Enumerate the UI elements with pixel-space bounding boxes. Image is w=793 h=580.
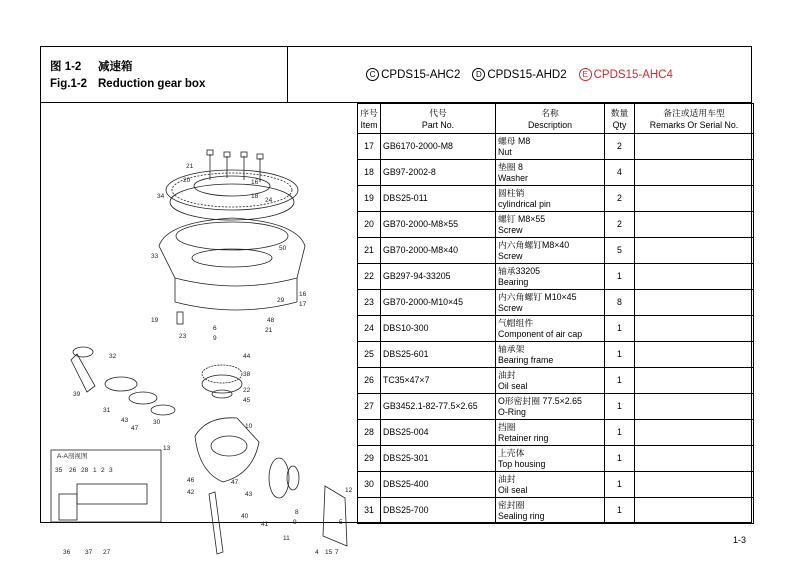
svg-text:19: 19	[151, 317, 159, 324]
qty-cell: 1	[605, 446, 635, 472]
table-row	[358, 160, 754, 186]
qty-cell: 1	[605, 342, 635, 368]
table-row	[358, 238, 754, 264]
svg-text:5: 5	[339, 519, 343, 526]
description-cell: 密封圈 Sealing ring	[496, 498, 605, 524]
svg-text:23: 23	[179, 333, 187, 340]
table-row	[358, 134, 754, 160]
exploded-diagram	[47, 106, 356, 556]
model-list	[288, 47, 751, 102]
svg-text:21: 21	[186, 163, 194, 170]
svg-text:50: 50	[279, 245, 287, 252]
qty-cell: 1	[605, 264, 635, 290]
svg-text:4: 4	[315, 549, 319, 556]
model-code-circle: D	[472, 68, 485, 81]
part-no-cell: DBS25-011	[381, 186, 496, 212]
part-no-cell: TC35×47×7	[381, 368, 496, 394]
svg-text:33: 33	[151, 253, 159, 260]
remarks-cell	[635, 394, 754, 420]
description-cell: 螺钉 M8×55 Screw	[496, 212, 605, 238]
item-cell: 29	[358, 446, 381, 472]
svg-text:18: 18	[251, 193, 259, 200]
description-cell: 上壳体 Top housing	[496, 446, 605, 472]
item-cell: 22	[358, 264, 381, 290]
svg-text:43: 43	[121, 417, 129, 424]
svg-text:39: 39	[73, 391, 81, 398]
item-cell: 26	[358, 368, 381, 394]
part-no-cell: DBS25-004	[381, 420, 496, 446]
svg-text:31: 31	[103, 407, 111, 414]
table-row	[358, 446, 754, 472]
svg-text:16: 16	[251, 179, 259, 186]
svg-text:6: 6	[213, 325, 217, 332]
remarks-cell	[635, 160, 754, 186]
qty-cell: 1	[605, 394, 635, 420]
svg-text:13: 13	[163, 445, 171, 452]
model-code-circle: E	[579, 68, 592, 81]
svg-text:3: 3	[109, 467, 113, 474]
table-row	[358, 212, 754, 238]
remarks-cell	[635, 186, 754, 212]
svg-text:22: 22	[243, 387, 251, 394]
section-label: A-A剖视图	[57, 453, 88, 460]
qty-cell: 1	[605, 420, 635, 446]
page-number: 1-3	[733, 535, 747, 545]
svg-text:21: 21	[265, 327, 273, 334]
svg-text:29: 29	[277, 297, 285, 304]
page-frame	[40, 46, 752, 556]
model-cpds15-ahc2	[366, 68, 460, 81]
remarks-cell	[635, 316, 754, 342]
svg-text:42: 42	[187, 489, 195, 496]
item-cell: 20	[358, 212, 381, 238]
model-cpds15-ahc4	[579, 68, 673, 81]
qty-cell: 8	[605, 290, 635, 316]
col-remarks: 备注或适用车型 Remarks Or Serial No.	[635, 104, 754, 134]
description-cell: 内六角螺钉 M10×45 Screw	[496, 290, 605, 316]
item-cell: 31	[358, 498, 381, 524]
part-no-cell: GB6170-2000-M8	[381, 134, 496, 160]
item-cell: 23	[358, 290, 381, 316]
svg-text:44: 44	[243, 353, 251, 360]
svg-text:7: 7	[335, 549, 339, 556]
part-no-cell: GB70-2000-M8×55	[381, 212, 496, 238]
table-header-row	[358, 104, 754, 134]
svg-text:34: 34	[157, 193, 165, 200]
description-cell: O形密封圈 77.5×2.65 O-Ring	[496, 394, 605, 420]
model-label: CPDS15-AHC4	[593, 69, 673, 81]
svg-text:17: 17	[299, 301, 307, 308]
table-row	[358, 316, 754, 342]
svg-text:1: 1	[93, 467, 97, 474]
svg-text:30: 30	[153, 419, 161, 426]
part-no-cell: DBS10-300	[381, 316, 496, 342]
table-row	[358, 472, 754, 498]
svg-text:2: 2	[101, 467, 105, 474]
remarks-cell	[635, 368, 754, 394]
model-label: CPDS15-AHD2	[487, 69, 567, 81]
svg-text:48: 48	[267, 317, 275, 324]
svg-text:16: 16	[299, 291, 307, 298]
svg-text:8: 8	[295, 509, 299, 516]
part-no-cell: GB70-2000-M8×40	[381, 238, 496, 264]
description-cell: 气帽组件 Component of air cap	[496, 316, 605, 342]
title-block	[41, 47, 288, 102]
qty-cell: 1	[605, 498, 635, 524]
svg-text:32: 32	[109, 353, 117, 360]
description-cell: 轴承架 Bearing frame	[496, 342, 605, 368]
svg-text:41: 41	[261, 521, 269, 528]
svg-text:28: 28	[81, 467, 89, 474]
svg-text:20: 20	[183, 177, 191, 184]
table-row	[358, 290, 754, 316]
remarks-cell	[635, 290, 754, 316]
table-row	[358, 186, 754, 212]
table-row	[358, 498, 754, 524]
svg-text:38: 38	[243, 371, 251, 378]
description-cell: 挡圈 Retainer ring	[496, 420, 605, 446]
description-cell: 螺母 M8 Nut	[496, 134, 605, 160]
table-row	[358, 368, 754, 394]
remarks-cell	[635, 264, 754, 290]
remarks-cell	[635, 498, 754, 524]
part-no-cell: GB70-2000-M10×45	[381, 290, 496, 316]
part-no-cell: GB297-94-33205	[381, 264, 496, 290]
item-cell: 24	[358, 316, 381, 342]
part-no-cell: DBS25-601	[381, 342, 496, 368]
remarks-cell	[635, 238, 754, 264]
item-cell: 25	[358, 342, 381, 368]
remarks-cell	[635, 420, 754, 446]
svg-text:47: 47	[231, 479, 239, 486]
svg-text:40: 40	[241, 513, 249, 520]
item-cell: 27	[358, 394, 381, 420]
qty-cell: 2	[605, 212, 635, 238]
svg-text:35: 35	[55, 467, 63, 474]
qty-cell: 2	[605, 134, 635, 160]
item-cell: 18	[358, 160, 381, 186]
parts-table	[357, 103, 754, 524]
qty-cell: 4	[605, 160, 635, 186]
svg-text:15: 15	[325, 549, 333, 556]
description-cell: 内六角螺钉M8×40 Screw	[496, 238, 605, 264]
col-qty: 数量 Qty	[605, 104, 635, 134]
description-cell: 油封 Oil seal	[496, 368, 605, 394]
remarks-cell	[635, 212, 754, 238]
callouts	[55, 163, 353, 556]
title-cn: 图 1-2 减速箱	[50, 61, 133, 73]
qty-cell: 1	[605, 316, 635, 342]
svg-text:11: 11	[283, 535, 290, 542]
remarks-cell	[635, 342, 754, 368]
svg-text:10: 10	[245, 423, 253, 430]
svg-text:37: 37	[85, 549, 93, 556]
svg-text:27: 27	[103, 549, 111, 556]
remarks-cell	[635, 446, 754, 472]
description-cell: 圆柱销 cylindrical pin	[496, 186, 605, 212]
qty-cell: 1	[605, 472, 635, 498]
description-cell: 油封 Oil seal	[496, 472, 605, 498]
svg-text:9: 9	[293, 519, 297, 526]
item-cell: 28	[358, 420, 381, 446]
parts-table-body	[358, 134, 754, 524]
description-cell: 轴承33205 Bearing	[496, 264, 605, 290]
col-part-no: 代号 Part No.	[381, 104, 496, 134]
qty-cell: 5	[605, 238, 635, 264]
svg-text:43: 43	[245, 491, 253, 498]
item-cell: 17	[358, 134, 381, 160]
svg-text:45: 45	[243, 397, 251, 404]
svg-text:46: 46	[187, 477, 195, 484]
part-no-cell: GB97-2002-8	[381, 160, 496, 186]
item-cell: 19	[358, 186, 381, 212]
table-row	[358, 420, 754, 446]
svg-text:47: 47	[131, 425, 139, 432]
col-item: 序号 Item	[358, 104, 381, 134]
remarks-cell	[635, 134, 754, 160]
part-no-cell: DBS25-301	[381, 446, 496, 472]
qty-cell: 2	[605, 186, 635, 212]
item-cell: 21	[358, 238, 381, 264]
part-no-cell: DBS25-400	[381, 472, 496, 498]
svg-text:24: 24	[265, 197, 273, 204]
part-no-cell: DBS25-700	[381, 498, 496, 524]
description-cell: 垫圈 8 Washer	[496, 160, 605, 186]
table-row	[358, 264, 754, 290]
svg-text:9: 9	[213, 335, 217, 342]
svg-text:12: 12	[345, 487, 353, 494]
qty-cell: 1	[605, 368, 635, 394]
title-en: Fig.1-2 Reduction gear box	[50, 78, 206, 90]
model-label: CPDS15-AHC2	[381, 69, 461, 81]
svg-text:26: 26	[69, 467, 77, 474]
svg-text:36: 36	[63, 549, 71, 556]
model-cpds15-ahd2	[472, 68, 566, 81]
header	[41, 47, 751, 103]
item-cell: 30	[358, 472, 381, 498]
remarks-cell	[635, 472, 754, 498]
table-row	[358, 342, 754, 368]
model-code-circle: C	[366, 68, 379, 81]
table-row	[358, 394, 754, 420]
part-no-cell: GB3452.1-82-77.5×2.65	[381, 394, 496, 420]
col-description: 名称 Description	[496, 104, 605, 134]
